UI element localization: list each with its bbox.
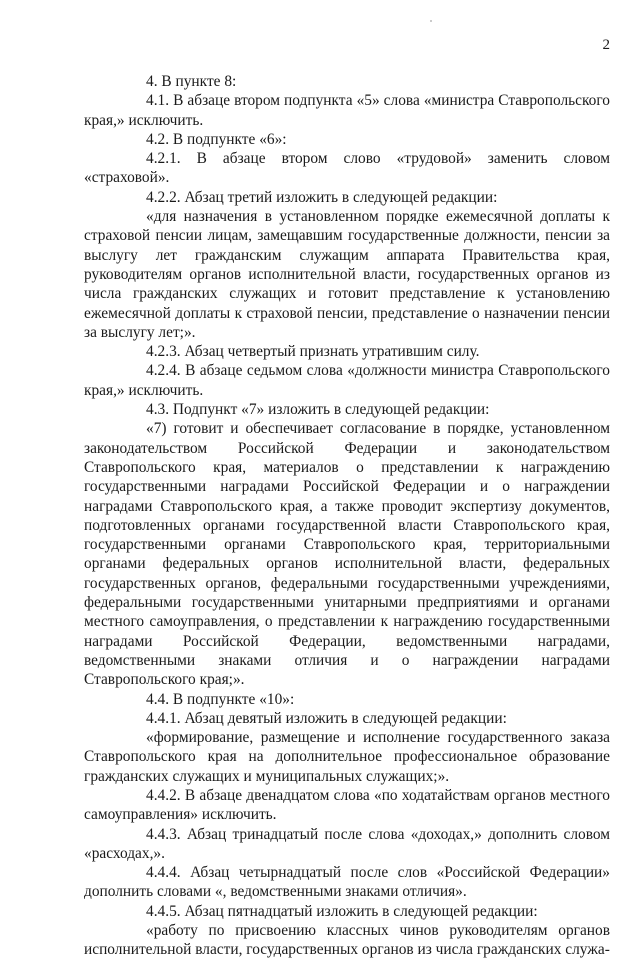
paragraph-4-2: 4.2. В подпункте «6»: [146, 130, 287, 148]
scan-speck [430, 20, 432, 22]
quoted-text-4-4-5: «работу по присвоению классных чинов руководителям органов исполнительной власти, государственных органов из числа гражданских служа- [84, 922, 610, 959]
paragraph-4-4-3: 4.4.3. Абзац тринадцатый после слова «доходах,» дополнить словом «расходах,». [84, 825, 610, 862]
paragraph-4-2-2: 4.2.2. Абзац третий изложить в следующей редакции: [146, 188, 498, 206]
paragraph-4-4-4: 4.4.4. Абзац четырнадцатый после слов «Российской Федерации» дополнить словами «, ведомственными знаками отличия». [84, 864, 610, 901]
quoted-text-4-2-2: «для назначения в установленном порядке ежемесячной доплаты к страховой пенсии лицам, замещавшим государственные должности, пенсии за выслугу лет гражданским служащим аппарата Правительства края, руководителям органов исполнительной власти, государственных органов из числа гражданских служащих и готовит представление к установлению ежемесячной доплаты к страховой пенсии, представление о назначении пенсии за выслугу лет;». [84, 208, 610, 341]
quoted-text-4-4-1: «формирование, размещение и исполнение государственного заказа Ставропольского края на дополнительное профессиональное образование гражданских служащих и муниципальных служащих;». [84, 729, 610, 785]
paragraph-4-1: 4.1. В абзаце втором подпункта «5» слова «министра Ставропольского края,» исключить. [84, 92, 610, 129]
paragraph-4: 4. В пункте 8: [146, 73, 237, 90]
paragraph-4-4: 4.4. В подпункте «10»: [146, 690, 295, 708]
quoted-text-4-3: «7) готовит и обеспечивает согласование в порядке, установленном законодательством Российской Федерации и законодательством Ставропольского края, материалов о представлении к награждению государственными наградами Российской Федерации и о награждении наградами Ставропольского края, а также проводит экспертизу документов, подготовленных органами государственной власти Ставропольского края, государственными органами Ставропольского края, территориальными органами федеральных органов исполнительной власти, федеральных государственных органов, федеральными государственными учреждениями, федеральными государственными унитарными предприятиями и органами местного самоуправления, о представлении к награждению государственными наградами Российской Федерации, ведомственными наградами, ведомственными знаками отличия и о награждении наградами Ставропольского края;». [84, 420, 610, 689]
paragraph-4-4-1: 4.4.1. Абзац девятый изложить в следующей редакции: [146, 709, 507, 727]
paragraph-4-2-1: 4.2.1. В абзаце втором слово «трудовой» заменить словом «страховой». [84, 150, 610, 187]
paragraph-4-3: 4.3. Подпункт «7» изложить в следующей редакции: [146, 401, 490, 419]
paragraph-4-4-2: 4.4.2. В абзаце двенадцатом слова «по ходатайствам органов местного самоуправления» исключить. [84, 786, 610, 824]
document-body [84, 72, 610, 960]
paragraph-4-2-3: 4.2.3. Абзац четвертый признать утратившим силу. [146, 343, 480, 361]
page-number: 2 [602, 37, 610, 53]
paragraph-4-2-4: 4.2.4. В абзаце седьмом слова «должности министра Ставропольского края,» исключить. [84, 362, 610, 399]
paragraph-4-4-5: 4.4.5. Абзац пятнадцатый изложить в следующей редакции: [146, 902, 538, 920]
